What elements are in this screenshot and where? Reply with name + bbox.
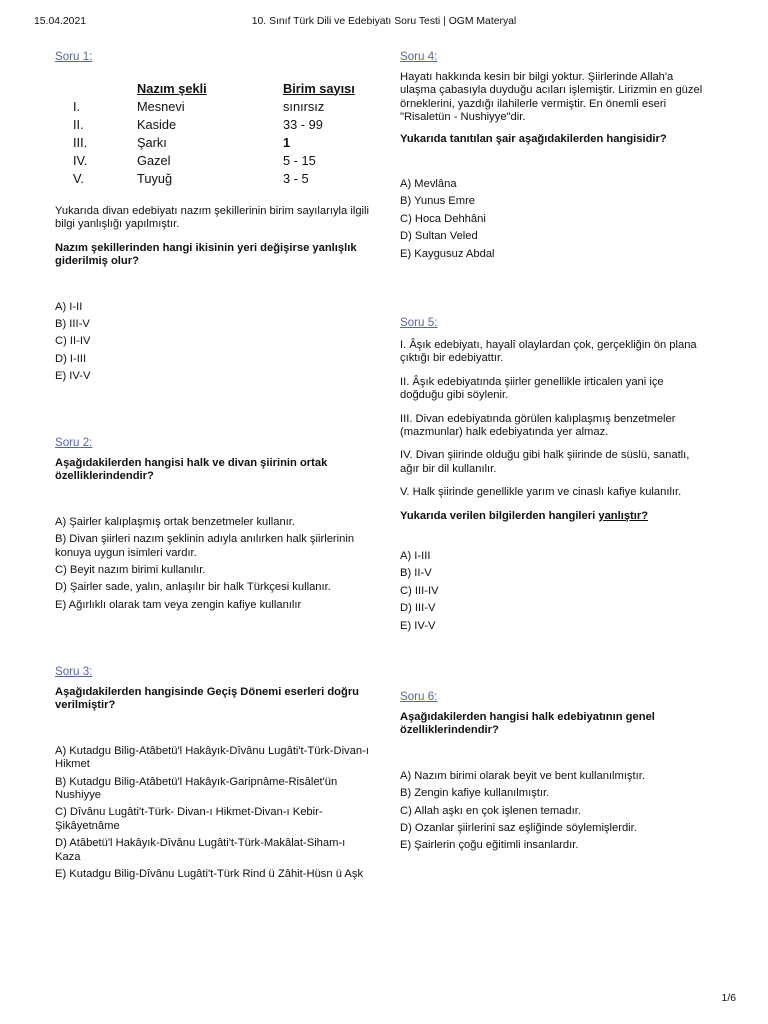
option-c[interactable]: C) Dîvânu Lugâti't-Türk- Divan-ı Hikmet-Divan-ı Kebir-Şikâyetnâme [55, 806, 323, 832]
table-cell: Gazel [137, 152, 171, 168]
option-b[interactable]: B) Divan şiirleri nazım şeklinin adıyla anılırken halk şiirlerinin konuya uygun isimleri vardır. [55, 533, 355, 559]
question-5 [400, 316, 710, 637]
option-a[interactable]: A) I-II [55, 300, 83, 313]
question-4-label: Soru 4: [400, 50, 438, 63]
question-6 [400, 690, 710, 857]
question-1 [55, 50, 373, 388]
question-4 [400, 50, 710, 265]
nazim-table-header-cell: Nazım şekli [137, 80, 207, 96]
table-cell: 1 [283, 134, 291, 150]
question-5-label: Soru 5: [400, 316, 438, 329]
option-b[interactable]: B) Kutadgu Bilig-Atâbetü'l Hakâyık-Garipnâme-Risâlet'ün Nushiyye [55, 775, 338, 802]
question-2-label: Soru 2: [55, 436, 93, 449]
table-row [55, 97, 373, 115]
question-1-intro: Yukarıda divan edebiyatı nazım şekillerinin birim sayılarıyla ilgili bilgi yanlışlığı yapılmıştır. [55, 205, 370, 231]
page-number: 1/6 [721, 993, 736, 1004]
option-e[interactable]: E) Şairlerin çoğu eğitimli insanlardır. [400, 839, 579, 852]
nazim-table-header-cell [55, 79, 137, 97]
table-row [55, 115, 373, 133]
question-3 [55, 665, 373, 885]
table-cell: IV. [73, 152, 88, 168]
question-2 [55, 436, 373, 616]
question-4-options [400, 178, 710, 261]
table-cell: 5 - 15 [283, 152, 316, 168]
table-row [55, 151, 373, 169]
table-cell: II. [73, 116, 84, 132]
option-e[interactable]: E) Kutadgu Bilig-Dîvânu Lugâti't-Türk Rind ü Zâhit-Hüsn ü Aşk [55, 868, 364, 881]
question-5-stem-emphasis: yanlıştır? [598, 509, 649, 522]
statement-3: III. Divan edebiyatında görülen kalıplaşmış benzetmeler (mazmunlar) halk edebiyatında yer almaz. [400, 412, 676, 439]
question-6-options [400, 770, 710, 853]
option-c[interactable]: C) Allah aşkı en çok işlenen temadır. [400, 804, 581, 817]
option-a[interactable]: A) I-III [400, 550, 431, 563]
table-cell: Kaside [137, 116, 177, 132]
statement-1: I. Âşık edebiyatı, hayalî olaylardan çok, gerçekliğin ön plana çıktığı bir edebiyattır. [400, 339, 697, 365]
option-d[interactable]: D) I-III [55, 352, 87, 365]
statement-4: IV. Divan şiirinde olduğu gibi halk şiirinde de süslü, sanatlı, ağır bir dil kullanılır. [400, 449, 690, 475]
table-cell: Şarkı [137, 134, 167, 150]
statement-2: II. Âşık edebiyatında şiirler genellikle irticalen yani içe doğduğu gibi söylenir. [400, 375, 664, 402]
option-d[interactable]: D) III-V [400, 602, 436, 615]
option-b[interactable]: B) Yunus Emre [400, 195, 476, 208]
question-4-stem: Yukarıda tanıtılan şair aşağıdakilerden hangisidir? [400, 132, 667, 145]
option-b[interactable]: B) Zengin kafiye kullanılmıştır. [400, 787, 550, 800]
page-header-date: 15.04.2021 [34, 16, 87, 27]
nazim-table-header-cell: Birim sayısı [283, 80, 355, 96]
option-d[interactable]: D) Atâbetü'l Hakâyık-Dîvânu Lugâti't-Türk-Makâlat-Siham-ı Kaza [55, 837, 346, 863]
table-cell: 3 - 5 [283, 170, 309, 186]
statement-5: V. Halk şiirinde genellikle yarım ve cinaslı kafiye kulanılır. [400, 486, 682, 499]
question-3-label: Soru 3: [55, 665, 93, 678]
question-3-stem: Aşağıdakilerden hangisinde Geçiş Dönemi eserleri doğru verilmiştir? [55, 686, 360, 712]
table-row [55, 169, 373, 187]
table-cell: sınırsız [283, 98, 325, 114]
question-1-options [55, 301, 373, 384]
question-6-label: Soru 6: [400, 690, 438, 703]
option-b[interactable]: B) II-V [400, 567, 432, 580]
table-row [55, 133, 373, 151]
option-c[interactable]: C) Beyit nazım birimi kullanılır. [55, 564, 206, 577]
question-5-stem-text: Yukarıda verilen bilgilerden hangileri [400, 509, 599, 522]
question-6-stem: Aşağıdakilerden hangisi halk edebiyatının genel özelliklerindendir? [400, 711, 655, 737]
question-1-stem: Nazım şekillerinden hangi ikisinin yeri değişirse yanlışlık giderilmiş olur? [55, 241, 357, 268]
option-d[interactable]: D) Ozanlar şiirlerini saz eşliğinde söylemişlerdir. [400, 822, 637, 835]
option-a[interactable]: A) Nazım birimi olarak beyit ve bent kullanılmıştır. [400, 769, 645, 782]
question-2-options [55, 516, 373, 612]
question-4-intro: Hayatı hakkında kesin bir bilgi yoktur. Şiirlerinde Allah'a ulaşma çabasıyla duyduğu acıları işlemiştir. Lirizmin en güzel örneklerini, yazdığı ilahilerle vermiştir. En önemli eseri "Risaletün - Nushiyye"dir. [400, 71, 703, 124]
option-a[interactable]: A) Kutadgu Bilig-Atâbetü'l Hakâyık-Dîvânu Lugâti't-Türk-Divan-ı Hikmet [55, 744, 369, 771]
question-3-options [55, 745, 373, 882]
question-5-options [400, 550, 710, 633]
page-header-title: 10. Sınıf Türk Dili ve Edebiyatı Soru Testi | OGM Materyal [251, 16, 517, 27]
option-d[interactable]: D) Şairler sade, yalın, anlaşılır bir halk Türkçesi kullanır. [55, 581, 331, 594]
table-cell: 33 - 99 [283, 116, 323, 132]
table-cell: Tuyuğ [137, 170, 173, 186]
option-c[interactable]: C) III-IV [400, 584, 439, 597]
question-5-stem [400, 510, 710, 523]
option-c[interactable]: C) Hoca Dehhâni [400, 212, 486, 225]
option-e[interactable]: E) IV-V [400, 619, 436, 632]
option-e[interactable]: E) Ağırlıklı olarak tam veya zengin kafiye kullanılır [55, 598, 302, 611]
option-b[interactable]: B) III-V [55, 318, 90, 331]
table-cell: I. [73, 98, 81, 114]
table-cell: Mesnevi [137, 98, 185, 114]
question-1-label: Soru 1: [55, 50, 93, 63]
option-e[interactable]: E) IV-V [55, 370, 91, 383]
option-a[interactable]: A) Mevlâna [400, 178, 457, 191]
question-2-stem: Aşağıdakilerden hangisi halk ve divan şiirinin ortak özelliklerindendir? [55, 457, 328, 483]
table-cell: V. [73, 170, 84, 186]
table-cell: III. [73, 134, 88, 150]
option-d[interactable]: D) Sultan Veled [400, 230, 478, 243]
option-a[interactable]: A) Şairler kalıplaşmış ortak benzetmeler kullanır. [55, 515, 296, 528]
option-c[interactable]: C) II-IV [55, 335, 91, 348]
nazim-table [55, 79, 373, 187]
option-e[interactable]: E) Kaygusuz Abdal [400, 247, 495, 260]
nazim-table-header [55, 79, 373, 97]
